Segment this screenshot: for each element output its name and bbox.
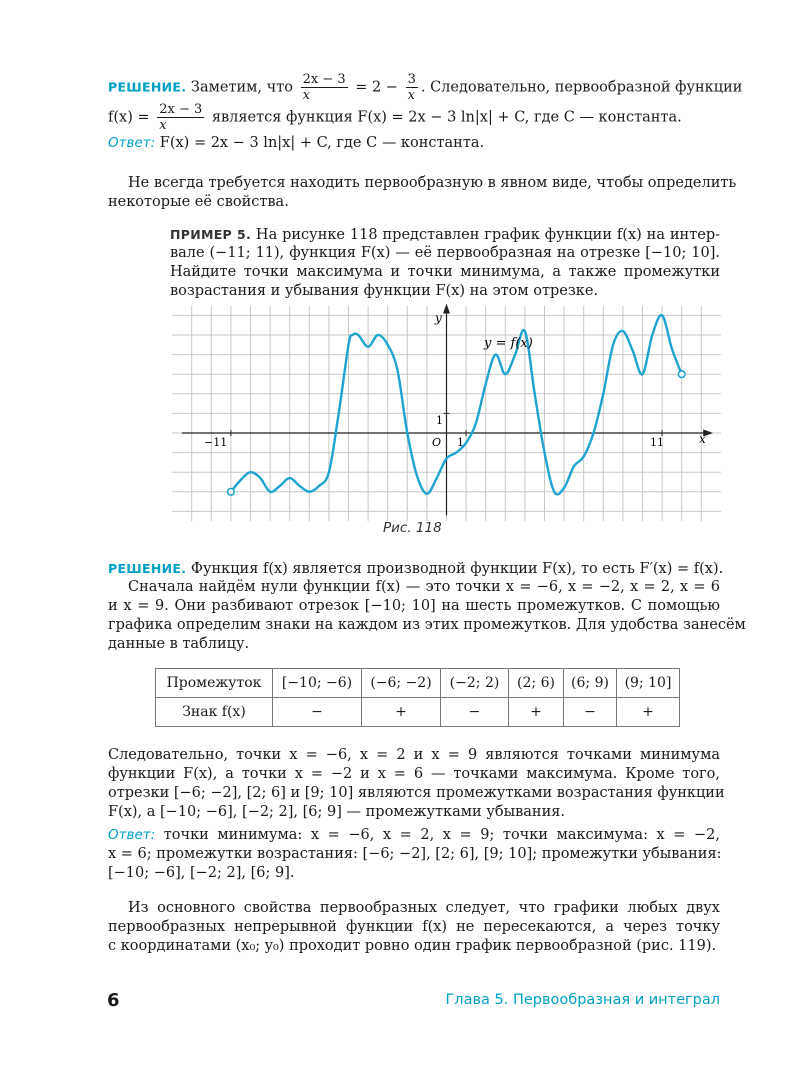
table-cell: + [362, 698, 441, 727]
table-cell: (−2; 2) [441, 669, 509, 698]
solution2-line: данные в таблицу. [108, 636, 250, 652]
curve-label: y = f(x) [484, 336, 533, 351]
table-row [156, 669, 680, 698]
tick-label: 1 [436, 414, 443, 427]
table-cell: − [441, 698, 509, 727]
answer2-line: x = 6; промежутки возрастания: [−6; −2], [2; 6], [9; 10]; промежутки убывания: [108, 846, 722, 862]
chapter-title: Глава 5. Первообразная и интеграл [445, 992, 720, 1008]
example-text: На рисунке 118 представлен график функции f(x) на интер- [255, 227, 720, 243]
intro-line: Не всегда требуется находить первообразную в явном виде, чтобы определить [128, 175, 737, 191]
conclusion-line: функции F(x), а точки x = −2 и x = 6 — точками максимума. Кроме того, [108, 766, 720, 782]
open-endpoint-right [678, 371, 685, 378]
y-axis-arrow [443, 304, 450, 314]
closing-line: первообразных непрерывной функции f(x) не пересекаются, а через точку [108, 919, 720, 935]
solution-label: РЕШЕНИЕ. [108, 561, 187, 576]
x-axis-label: x [699, 432, 706, 446]
closing-line: Из основного свойства первообразных следует, что графики любых двух [128, 900, 720, 916]
curve-f [231, 315, 682, 494]
tick-label: −11 [204, 436, 228, 449]
table-cell: (2; 6) [509, 669, 564, 698]
table-header: Знак f(x) [156, 698, 273, 727]
answer-label: Ответ: [108, 827, 156, 843]
tick-label: 11 [650, 436, 664, 449]
closing-line: с координатами (x₀; y₀) проходит ровно один график первообразной (рис. 119). [108, 938, 717, 954]
table-cell: − [564, 698, 617, 727]
conclusion-line: отрезки [−6; −2], [2; 6] и [9; 10] являются промежутками возрастания функции [108, 785, 725, 801]
table-cell: [−10; −6) [273, 669, 362, 698]
answer2-line: [−10; −6], [−2; 2], [6; 9]. [108, 865, 295, 881]
y-axis-label: y [435, 311, 442, 325]
origin-label: O [432, 436, 442, 449]
table-header: Промежуток [156, 669, 273, 698]
table-cell: + [617, 698, 680, 727]
solution1-text-b: = 2 − [355, 79, 398, 96]
example-label: ПРИМЕР 5. [170, 227, 252, 242]
solution2-line: и x = 9. Они разбивают отрезок [−10; 10] на шесть промежутков. С помощью [108, 598, 720, 614]
example-line: возрастания и убывания функции F(x) на этом отрезке. [170, 283, 599, 299]
open-endpoint-left [228, 489, 235, 496]
table-cell: + [509, 698, 564, 727]
solution-label: РЕШЕНИЕ. [108, 79, 187, 95]
solution2-line: Сначала найдём нули функции f(x) — это точки x = −6, x = −2, x = 2, x = 6 [128, 579, 720, 595]
answer2-text: точки минимума: x = −6, x = 2, x = 9; точки максимума: x = −2, [163, 827, 720, 843]
table-row [156, 698, 680, 727]
solution2-text: Функция f(x) является производной функции F(x), то есть F′(x) = f(x). [190, 561, 724, 577]
fraction-2: $\frac{3}{x}$ [407, 72, 416, 103]
sign-table [155, 668, 680, 727]
example-line: вале (−11; 11), функция F(x) — её первообразная на отрезке [−10; 10]. [170, 245, 720, 261]
solution2-line: графика определим знаки на каждом из этих промежутков. Для удобства занесём [108, 617, 746, 633]
tick-label: 1 [457, 436, 464, 449]
table-cell: (6; 9) [564, 669, 617, 698]
solution1-text-e: является функция F(x) = 2x − 3 ln|x| + C, где C — константа. [211, 109, 682, 126]
conclusion-line: F(x), а [−10; −6], [−2; 2], [6; 9] — промежутками убывания. [108, 804, 566, 820]
intro-line: некоторые её свойства. [108, 194, 289, 210]
fraction-1: $\frac{2x - 3}{x}$ [302, 72, 346, 103]
solution1-text-d: f(x) = [108, 109, 150, 126]
fraction-3: $\frac{2x - 3}{x}$ [159, 102, 203, 133]
answer2-line [108, 826, 720, 845]
table-cell: (−6; −2) [362, 669, 441, 698]
answer1-text: F(x) = 2x − 3 ln|x| + C, где C — константа. [159, 135, 485, 151]
page-number: 6 [107, 990, 120, 1011]
solution1-text-a: Заметим, что [190, 79, 293, 96]
example-line: Найдите точки максимума и точки минимума, а также промежутки [170, 264, 720, 280]
figure-caption: Рис. 118 [383, 520, 442, 536]
solution1-text-c: . Следовательно, первообразной функции [420, 79, 743, 96]
table-cell: (9; 10] [617, 669, 680, 698]
solution2-line [108, 559, 724, 579]
table-cell: − [273, 698, 362, 727]
conclusion-line: Следовательно, точки x = −6, x = 2 и x = 9 являются точками минимума [108, 747, 720, 763]
answer-label: Ответ: [108, 135, 156, 151]
